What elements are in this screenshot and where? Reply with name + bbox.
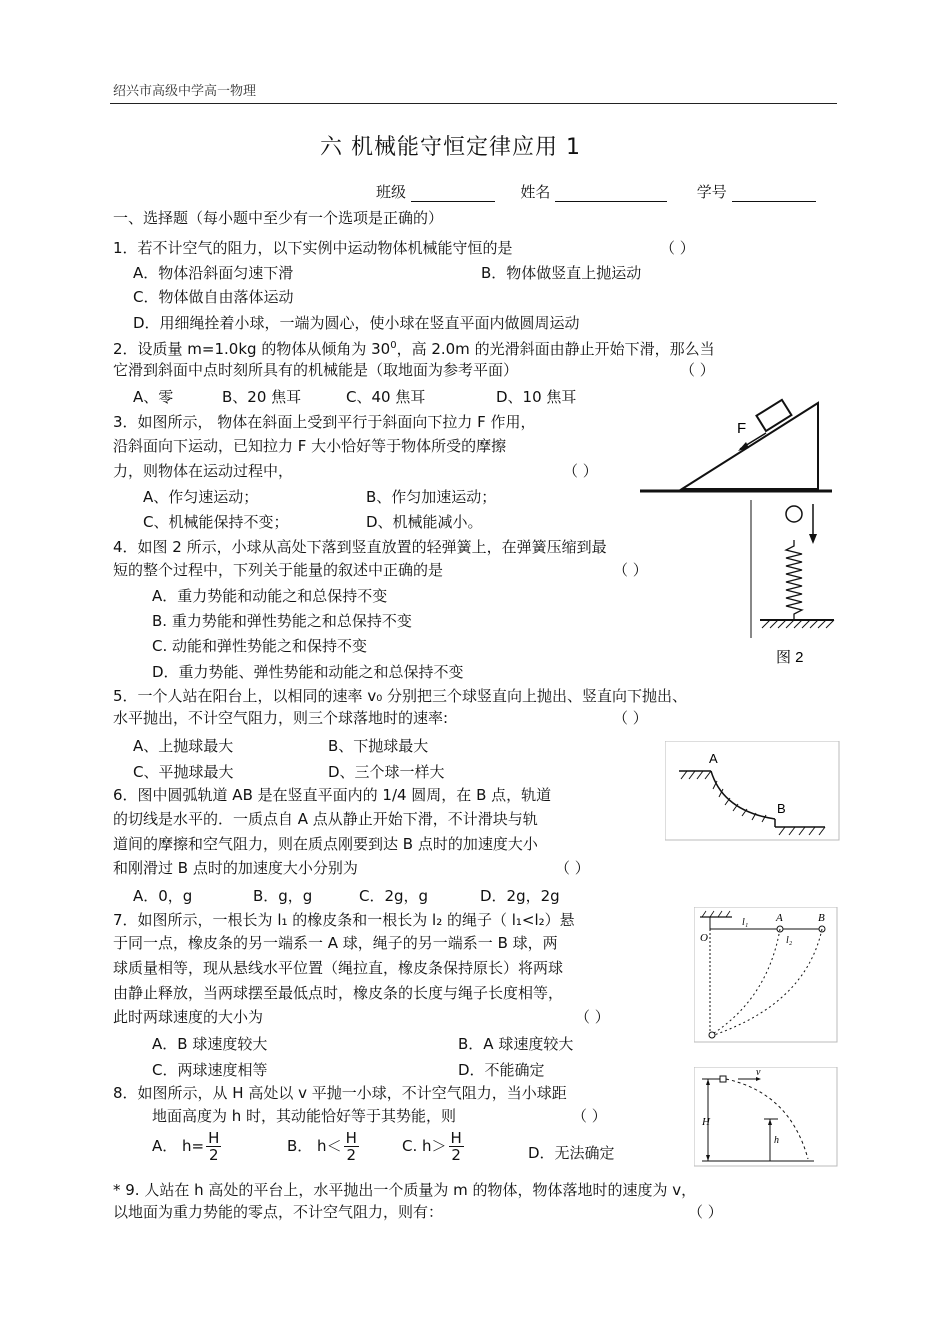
fraction-h-half: $\frac{H}{2}$ (208, 1129, 220, 1164)
q8-option-a: A． h= $\frac{H}{2}$ (152, 1129, 220, 1164)
q7-option-a: A．B 球速度较大 (152, 1035, 268, 1053)
figure2-label: 图 2 (776, 649, 804, 666)
q1-answer-paren: （ ） (660, 239, 695, 257)
q8-line1: 8．如图所示，从 H 高处以 v 平抛一小球，不计空气阻力，当小球距 (113, 1084, 567, 1102)
q4-line1: 4．如图 2 所示，小球从高处下落到竖直放置的轻弹簧上，在弹簧压缩到最 (113, 538, 607, 556)
q7-line2: 于同一点，橡皮条的另一端系一 A 球，绳子的另一端系一 B 球，两 (113, 934, 558, 952)
q7-line5: 此时两球速度的大小为 (113, 1008, 264, 1026)
q3-line2: 沿斜面向下运动，已知拉力 F 大小恰好等于物体所受的摩擦 (113, 437, 507, 455)
q9-answer-paren: （ ） (688, 1203, 723, 1221)
fraction-h-half: $\frac{H}{2}$ (345, 1129, 357, 1164)
fraction-h-half: $\frac{H}{2}$ (450, 1129, 462, 1164)
q6-answer-paren: （ ） (555, 859, 590, 877)
name-label: 姓名 (520, 183, 551, 201)
q3-option-d: D、机械能减小。 (366, 513, 483, 531)
name-field[interactable] (555, 185, 667, 202)
q6-line2: 的切线是水平的．一质点自 A 点从静止开始下滑，不计滑块与轨 (113, 810, 538, 828)
q3-line1: 3．如图所示， 物体在斜面上受到平行于斜面向下拉力 F 作用， (113, 413, 536, 431)
q4-answer-paren: （ ） (613, 561, 648, 579)
q6-option-d: D．2g，2g (480, 887, 560, 905)
ball-a-label: A (776, 912, 783, 924)
q7-line4: 由静止释放，当两球摆至最低点时，橡皮条的长度与绳子长度相等， (113, 984, 564, 1002)
class-field[interactable] (411, 185, 495, 202)
ball-b-label: B (818, 912, 825, 924)
spring-figure (750, 498, 838, 670)
q3-option-b: B、作匀加速运动； (366, 488, 497, 506)
q7-line1: 7．如图所示，一根长为 l₁ 的橡皮条和一根长为 l₂ 的绳子（ l₁<l₂）悬 (113, 911, 575, 929)
q3-option-a: A、作匀速运动； (143, 488, 259, 506)
q2-line2: 它滑到斜面中点时刻所具有的机械能是（取地面为参考平面） (113, 361, 519, 379)
q5-line2: 水平抛出，不计空气阻力，则三个球落地时的速率: (113, 709, 449, 727)
q6-line3: 道间的摩擦和空气阻力，则在质点刚要到达 B 点时的加速度大小 (113, 835, 538, 853)
q1-stem: 1．若不计空气的阻力，以下实例中运动物体机械能守恒的是 (113, 239, 513, 257)
q2-answer-paren: （ ） (680, 361, 715, 379)
header-rule (110, 103, 837, 104)
q8-line2: 地面高度为 h 时，其动能恰好等于其势能，则 (152, 1107, 457, 1125)
q4-option-a: A．重力势能和动能之和总保持不变 (152, 587, 388, 605)
l1-label: l₁ (742, 917, 749, 928)
q5-answer-paren: （ ） (613, 709, 648, 727)
q8-option-c: C. h＞ $\frac{H}{2}$ (402, 1129, 462, 1164)
point-a-label: A (709, 751, 718, 766)
q1-option-c: C．物体做自由落体运动 (133, 288, 294, 306)
q5-option-c: C、平抛球最大 (133, 763, 234, 781)
height-h-label: h (774, 1135, 779, 1146)
q3-line3: 力，则物体在运动过程中， (113, 462, 294, 480)
q3-option-c: C、机械能保持不变； (143, 513, 289, 531)
q7-option-b: B．A 球速度较大 (458, 1035, 574, 1053)
q7-option-c: C．两球速度相等 (152, 1061, 268, 1079)
q1-option-b: B．物体做竖直上抛运动 (481, 264, 642, 282)
q7-line3: 球质量相等，现从悬线水平位置（绳拉直，橡皮条保持原长）将两球 (113, 959, 564, 977)
arc-track-figure (665, 741, 840, 841)
id-label: 学号 (696, 183, 727, 201)
pendulum-figure (694, 907, 838, 1043)
incline-figure (638, 385, 834, 497)
q2-option-d: D、10 焦耳 (496, 388, 577, 406)
q5-option-d: D、三个球一样大 (328, 763, 445, 781)
q9-line1: * 9. 人站在 h 高处的平台上，水平抛出一个质量为 m 的物体，物体落地时的速度为 v， (113, 1181, 697, 1199)
velocity-v-label: v (756, 1067, 761, 1078)
q4-option-c: C. 动能和弹性势能之和保持不变 (152, 637, 368, 655)
q1-option-d: D．用细绳拴着小球，一端为圆心，使小球在竖直平面内做圆周运动 (133, 314, 580, 332)
height-H-label: H (702, 1116, 710, 1128)
q2-option-c: C、40 焦耳 (346, 388, 426, 406)
school-header: 绍兴市高级中学高一物理 (113, 84, 257, 99)
q5-line1: 5．一个人站在阳台上，以相同的速率 v₀ 分别把三个球竖直向上抛出、竖直向下抛出、 (113, 687, 687, 705)
q2-line1: 2．设质量 m=1.0kg 的物体从倾角为 $30^0$，高 2.0m 的光滑斜面由静止开始下滑，那么当 (113, 340, 715, 358)
projectile-figure (694, 1067, 838, 1167)
q7-option-d: D．不能确定 (458, 1061, 545, 1079)
q2-option-b: B、20 焦耳 (222, 388, 302, 406)
q4-option-d: D．重力势能、弹性势能和动能之和总保持不变 (152, 663, 464, 681)
q4-line2: 短的整个过程中，下列关于能量的叙述中正确的是 (113, 561, 444, 579)
id-field[interactable] (732, 185, 816, 202)
pivot-o-label: O (700, 932, 708, 944)
l2-label: l₂ (786, 935, 793, 946)
q8-option-b: B． h＜ $\frac{H}{2}$ (287, 1129, 357, 1164)
q5-option-b: B、下抛球最大 (328, 737, 429, 755)
class-label: 班级 (376, 183, 407, 201)
q6-line1: 6．图中圆弧轨道 AB 是在竖直平面内的 1/4 圆周，在 B 点，轨道 (113, 786, 552, 804)
q5-option-a: A、上抛球最大 (133, 737, 234, 755)
q9-line2: 以地面为重力势能的零点，不计空气阻力，则有： (113, 1203, 444, 1221)
section-heading: 一、选择题（每小题中至少有一个选项是正确的） (113, 209, 444, 227)
page-title: 六 机械能守恒定律应用 1 (320, 135, 581, 160)
q8-answer-paren: （ ） (572, 1107, 607, 1125)
q4-option-b: B. 重力势能和弹性势能之和总保持不变 (152, 612, 412, 630)
student-info (376, 182, 816, 202)
force-label: F (737, 420, 747, 437)
q2-option-a: A、零 (133, 388, 174, 406)
q7-answer-paren: （ ） (575, 1008, 610, 1026)
q6-line4: 和刚滑过 B 点时的加速度大小分别为 (113, 859, 358, 877)
q6-option-c: C．2g，g (359, 887, 429, 905)
point-b-label: B (777, 801, 786, 816)
q6-option-b: B．g，g (253, 887, 313, 905)
q6-option-a: A．0，g (133, 887, 193, 905)
q8-option-d: D．无法确定 (528, 1144, 615, 1162)
q3-answer-paren: （ ） (563, 462, 598, 480)
q1-option-a: A．物体沿斜面匀速下滑 (133, 264, 294, 282)
